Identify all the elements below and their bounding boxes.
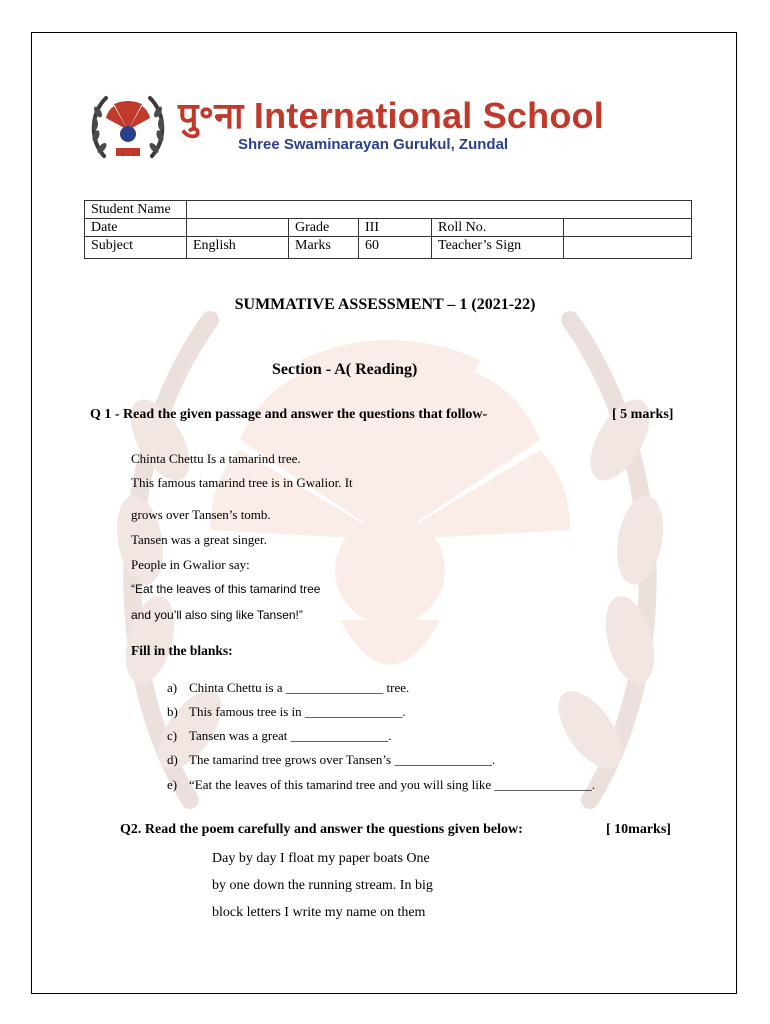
- q2-marks: [ 10marks]: [606, 822, 671, 837]
- poem-line: block letters I write my name on them: [212, 905, 426, 920]
- subject-label: Subject: [85, 237, 187, 259]
- passage-line: People in Gwalior say:: [131, 557, 250, 572]
- marks-value: 60: [359, 237, 432, 259]
- roll-cell: [564, 219, 692, 237]
- fill-blanks-title: Fill in the blanks:: [131, 643, 233, 658]
- poem-line: Day by day I float my paper boats One: [212, 851, 430, 866]
- passage-line: and you’ll also sing like Tansen!”: [131, 608, 303, 622]
- poem-line: by one down the running stream. In big: [212, 878, 433, 893]
- teacher-sign-cell: [564, 237, 692, 259]
- q2-prompt: Q2. Read the poem carefully and answer the questions given below:: [120, 822, 523, 837]
- date-label: Date: [85, 219, 187, 237]
- passage-line: “Eat the leaves of this tamarind tree: [131, 582, 321, 596]
- table-row: [85, 219, 692, 237]
- date-cell: [187, 219, 289, 237]
- table-row: [85, 201, 692, 219]
- passage-line: This famous tamarind tree is in Gwalior. It: [131, 475, 353, 490]
- marks-label: Marks: [289, 237, 359, 259]
- list-item: [167, 704, 406, 720]
- item-text: “Eat the leaves of this tamarind tree and you will sing like _______________.: [189, 777, 596, 792]
- q1-marks: [ 5 marks]: [612, 407, 674, 422]
- item-label: c): [167, 728, 178, 743]
- roll-label: Roll No.: [432, 219, 564, 237]
- teacher-sign-label: Teacher’s Sign: [432, 237, 564, 259]
- list-item: [167, 728, 391, 744]
- student-name-label: Student Name: [85, 201, 187, 219]
- school-header: [90, 90, 650, 170]
- student-name-cell: [187, 201, 692, 219]
- table-row: [85, 237, 692, 259]
- passage-line: grows over Tansen’s tomb.: [131, 507, 271, 522]
- item-text: Tansen was a great _______________.: [189, 728, 392, 743]
- school-name: पु॰ना International School: [178, 95, 604, 136]
- item-label: e): [167, 777, 178, 792]
- passage-line: Chinta Chettu Is a tamarind tree.: [131, 451, 301, 466]
- item-text: The tamarind tree grows over Tansen’s _______________.: [189, 752, 496, 767]
- item-label: d): [167, 752, 178, 767]
- assessment-title: SUMMATIVE ASSESSMENT – 1 (2021-22): [234, 296, 536, 313]
- passage-line: Tansen was a great singer.: [131, 532, 267, 547]
- item-label: b): [167, 704, 178, 719]
- school-logo-icon: [90, 90, 166, 166]
- item-text: Chinta Chettu is a _______________ tree.: [189, 680, 410, 695]
- list-item: [167, 777, 595, 793]
- list-item: [167, 680, 409, 696]
- grade-value: III: [359, 219, 432, 237]
- section-title: Section - A( Reading): [272, 361, 418, 378]
- list-item: [167, 752, 495, 768]
- q1-prompt: Q 1 - Read the given passage and answer the questions that follow-: [90, 407, 488, 422]
- grade-label: Grade: [289, 219, 359, 237]
- item-label: a): [167, 680, 178, 695]
- subject-value: English: [187, 237, 289, 259]
- school-subtitle: Shree Swaminarayan Gurukul, Zundal: [238, 136, 509, 153]
- student-info-table: [84, 200, 692, 259]
- item-text: This famous tree is in _______________.: [189, 704, 406, 719]
